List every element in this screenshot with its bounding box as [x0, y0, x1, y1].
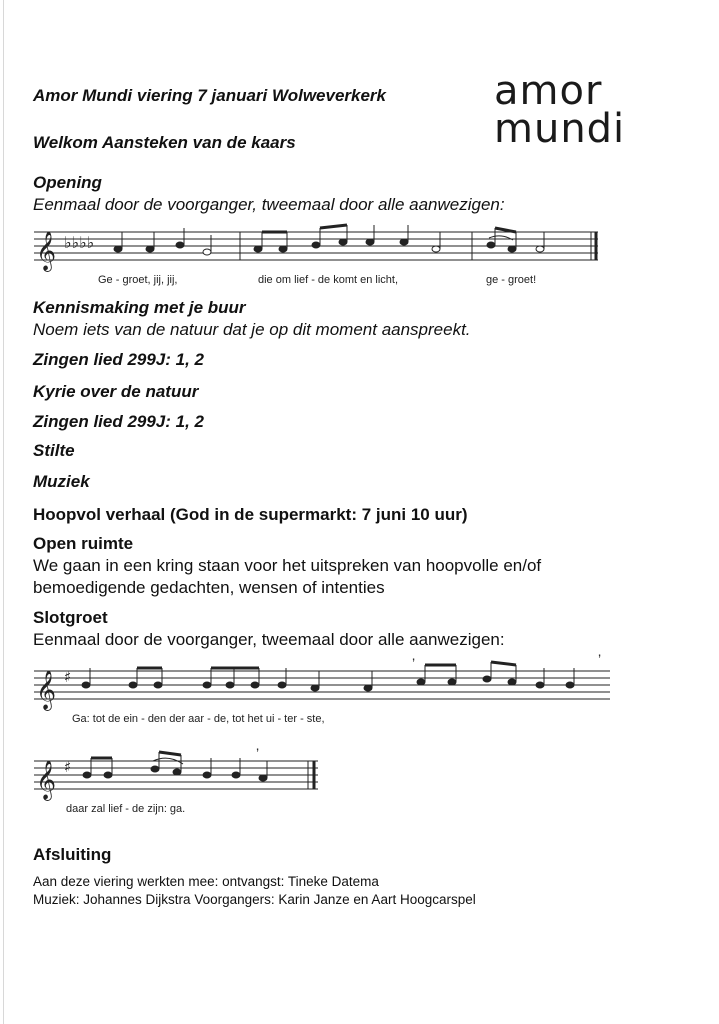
afsluiting-line-1: Aan deze viering werkten mee: ontvangst: Tineke Datema: [33, 874, 379, 889]
kennismaking-heading: Kennismaking met je buur: [33, 298, 246, 317]
service-title: Amor Mundi viering 7 januari Wolweverkerk: [33, 86, 387, 105]
opening-heading: Opening: [33, 173, 102, 192]
breath-mark: ’: [598, 651, 602, 667]
treble-clef-icon: 𝄞: [36, 670, 57, 710]
afsluiting-line-2: Muziek: Johannes Dijkstra Voorgangers: Karin Janze en Aart Hoogcarspel: [33, 892, 476, 907]
opening-notes: [114, 225, 544, 255]
zingen-1: Zingen lied 299J: 1, 2: [33, 350, 205, 369]
flat-signs-icon: ♭♭♭♭: [64, 233, 95, 252]
breath-mark: ’: [256, 745, 260, 761]
afsluiting-heading: Afsluiting: [33, 845, 112, 864]
sharp-sign-icon: ♯: [64, 668, 72, 686]
hoopvol-verhaal: Hoopvol verhaal (God in de supermarkt: 7 juni 10 uur): [33, 505, 468, 524]
opening-instruction: Eenmaal door de voorganger, tweemaal door alle aanwezigen:: [33, 195, 505, 214]
opening-lyric-3: ge - groet!: [486, 274, 537, 286]
welcome-line: Welkom Aansteken van de kaars: [33, 133, 296, 152]
logo-line-2: mundi: [494, 106, 626, 152]
muziek: Muziek: [33, 472, 90, 491]
open-ruimte-line-2: bemoedigende gedachten, wensen of intenties: [33, 578, 385, 597]
zingen-2: Zingen lied 299J: 1, 2: [33, 412, 205, 431]
slotgroet-lyrics-2: daar zal lief - de zijn: ga.: [66, 803, 186, 815]
slotgroet-notes-2: [83, 752, 267, 781]
slotgroet-lyrics-1: Ga: tot de ein - den der aar - de, tot het ui - ter - ste,: [72, 713, 325, 725]
stilte: Stilte: [33, 441, 75, 460]
treble-clef-icon: 𝄞: [36, 231, 57, 271]
staff-slotgroet-1: [34, 671, 610, 699]
opening-lyric-1: Ge - groet, jij, jij,: [98, 274, 178, 286]
opening-lyric-2: die om lief - de komt en licht,: [258, 274, 399, 286]
sharp-sign-icon: ♯: [64, 758, 72, 776]
slotgroet-notes-1: [82, 662, 574, 691]
breath-mark: ’: [412, 655, 416, 671]
slotgroet-instruction: Eenmaal door de voorganger, tweemaal door alle aanwezigen:: [33, 630, 505, 649]
open-ruimte-heading: Open ruimte: [33, 534, 134, 553]
logo-line-1: amor: [494, 68, 603, 114]
kyrie: Kyrie over de natuur: [33, 382, 199, 401]
kennismaking-text: Noem iets van de natuur dat je op dit moment aanspreekt.: [33, 320, 471, 339]
open-ruimte-line-1: We gaan in een kring staan voor het uitspreken van hoopvolle en/of: [33, 556, 542, 575]
treble-clef-icon: 𝄞: [36, 760, 57, 800]
slotgroet-heading: Slotgroet: [33, 608, 108, 627]
